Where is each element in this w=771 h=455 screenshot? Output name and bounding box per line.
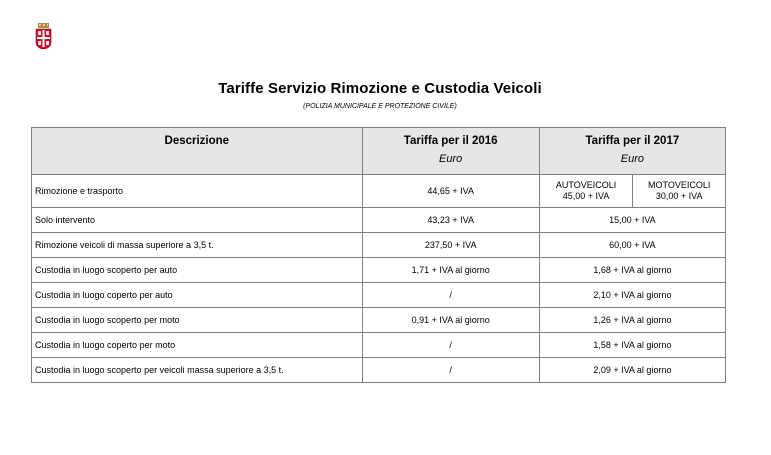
table-row — [32, 358, 726, 383]
row-description: Custodia in luogo scoperto per auto — [32, 258, 363, 283]
row-tariff-2016: 43,23 + IVA — [362, 208, 539, 233]
moto-label: MOTOVEICOLI — [647, 180, 711, 190]
table-header-row — [32, 128, 726, 175]
row-tariff-2017-moto — [633, 175, 726, 208]
header-description-label: Descrizione — [164, 135, 230, 147]
tariff-table — [31, 127, 726, 383]
auto-value: 45,00 + IVA — [562, 191, 610, 201]
header-2017-label: Tariffa per il 2017 — [585, 135, 680, 147]
header-description — [32, 128, 363, 175]
table-row — [32, 283, 726, 308]
table-row — [32, 308, 726, 333]
row-tariff-2017: 60,00 + IVA — [539, 233, 725, 258]
header-2017 — [539, 128, 725, 175]
header-2017-currency: Euro — [620, 153, 644, 165]
row-tariff-2017: 1,68 + IVA al giorno — [539, 258, 725, 283]
row-tariff-2017-auto — [539, 175, 633, 208]
coat-of-arms-icon — [35, 23, 52, 49]
row-tariff-2016: / — [362, 333, 539, 358]
row-tariff-2016: 44,65 + IVA — [362, 175, 539, 208]
table-row — [32, 233, 726, 258]
row-description: Custodia in luogo coperto per moto — [32, 333, 363, 358]
auto-label: AUTOVEICOLI — [555, 180, 617, 190]
row-description: Rimozione veicoli di massa superiore a 3,5 t. — [32, 233, 363, 258]
row-description: Rimozione e trasporto — [32, 175, 363, 208]
table-row — [32, 175, 726, 208]
row-description: Custodia in luogo coperto per auto — [32, 283, 363, 308]
page-subtitle: (POLIZIA MUNICIPALE E PROTEZIONE CIVILE) — [303, 103, 457, 110]
row-description: Custodia in luogo scoperto per moto — [32, 308, 363, 333]
row-tariff-2016: 0,91 + IVA al giorno — [362, 308, 539, 333]
row-tariff-2017: 2,10 + IVA al giorno — [539, 283, 725, 308]
header-2016-currency: Euro — [439, 153, 463, 165]
table-row — [32, 208, 726, 233]
row-tariff-2016: / — [362, 358, 539, 383]
row-description: Custodia in luogo scoperto per veicoli massa superiore a 3,5 t. — [32, 358, 363, 383]
row-tariff-2017: 2,09 + IVA al giorno — [539, 358, 725, 383]
row-tariff-2016: 1,71 + IVA al giorno — [362, 258, 539, 283]
table-row — [32, 258, 726, 283]
table-row — [32, 333, 726, 358]
moto-value: 30,00 + IVA — [655, 191, 703, 201]
row-tariff-2017: 1,26 + IVA al giorno — [539, 308, 725, 333]
row-tariff-2016: 237,50 + IVA — [362, 233, 539, 258]
header-2016-label: Tariffa per il 2016 — [403, 135, 498, 147]
row-tariff-2016: / — [362, 283, 539, 308]
header-2016 — [362, 128, 539, 175]
row-description: Solo intervento — [32, 208, 363, 233]
row-tariff-2017: 15,00 + IVA — [539, 208, 725, 233]
page-title: Tariffe Servizio Rimozione e Custodia Veicoli — [218, 80, 542, 97]
row-tariff-2017: 1,58 + IVA al giorno — [539, 333, 725, 358]
